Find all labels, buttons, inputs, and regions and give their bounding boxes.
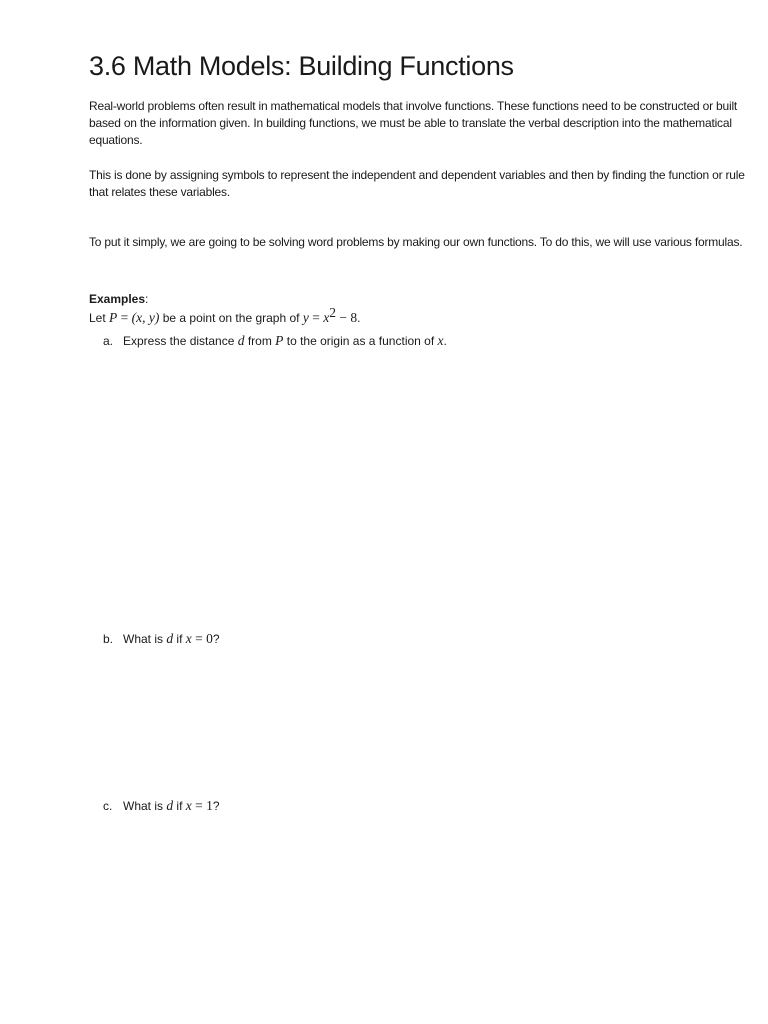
variables-paragraph: This is done by assigning symbols to represent the independent and dependent variables and then by finding the function or rule that relates these variables. [89,168,745,199]
graph-exponent: 2 [329,305,336,320]
example-setup [89,305,361,327]
on-graph-text: be a point on the graph of [159,311,303,325]
point-coordinates: (x, y) [131,310,160,325]
item-text: What is [123,799,167,813]
summary-paragraph: To put it simply, we are going to be solving word problems by making our own functions. To do this, we will use various formulas. [89,235,743,249]
item-text: from [244,334,276,348]
item-marker: a. [103,334,114,348]
intro-paragraph: Real-world problems often result in mathematical models that involve functions. These functions need to be constructed or built based on the information given. In building functions, we must be able to translate the verbal description into the mathematical equations. [89,99,738,147]
graph-equals: = [308,310,324,325]
point-variable: P [109,310,118,325]
item-var-x: x [185,631,192,646]
item-var-x: x [185,798,192,813]
item-text: if [173,632,186,646]
point-equals: = [117,310,132,325]
item-var-p: P [275,333,284,348]
setup-period: . [357,311,361,325]
item-var-d: d [237,333,245,348]
graph-variable: x [323,310,330,325]
item-equation: = 0 [191,631,213,646]
graph-constant: − 8 [335,310,358,325]
examples-heading-label: Examples [89,292,146,306]
example-item-a [103,332,447,350]
graph-lhs: y [302,310,309,325]
example-item-c [103,797,220,815]
item-text: . [443,334,447,348]
item-marker: c. [103,799,113,813]
item-marker: b. [103,632,114,646]
item-equation: = 1 [191,798,213,813]
example-item-b [103,630,220,648]
item-text: to the origin as a function of [283,334,438,348]
item-text: What is [123,632,167,646]
item-text: Express the distance [123,334,238,348]
examples-heading-colon: : [145,292,149,306]
item-text: if [173,799,186,813]
examples-heading [89,291,148,308]
item-text: ? [212,799,220,813]
item-var-d: d [166,798,174,813]
item-text: ? [212,632,220,646]
item-var-x: x [437,333,444,348]
let-prefix: Let [89,311,110,325]
page-title: 3.6 Math Models: Building Functions [89,51,514,81]
item-var-d: d [166,631,174,646]
